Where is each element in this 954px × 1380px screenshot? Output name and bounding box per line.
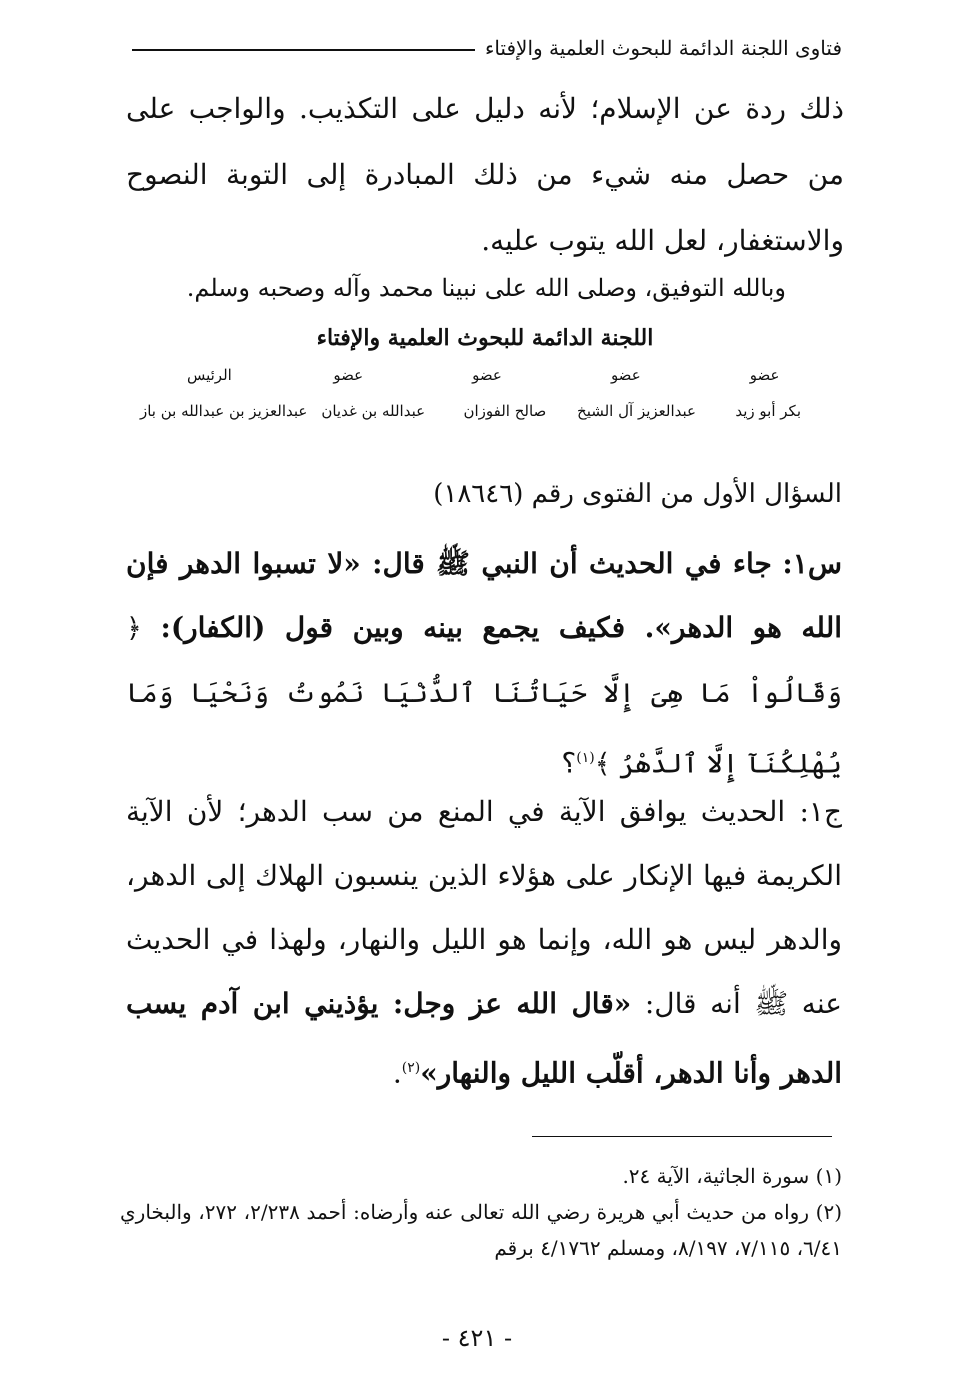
running-header-title: فتاوى اللجنة الدائمة للبحوث العلمية والإفتاء <box>484 36 842 60</box>
page-number: - ٤٢١ - <box>441 1324 513 1352</box>
quran-verse: ﴿ وَقَالُواْ مَا هِىَ إِلَّا حَيَاتُنَا ٱلدُّنْيَا نَمُوتُ وَنَحْيَا وَمَا يُهْلِكُنَآ إِلَّا ٱلدَّهْرُ ﴾ <box>126 613 842 780</box>
signature-name: عبدالعزيز بن عبدالله بن باز <box>139 402 308 420</box>
hadith-quote: «قال الله عز وجل: يؤذيني ابن آدم يسب الدهر وأنا الدهر، أقلّب الليل والنهار» <box>126 987 842 1090</box>
signature-role: عضو <box>749 366 780 384</box>
signature-role: الرئيس <box>186 366 232 384</box>
signature-name: عبدالعزيز آل الشيخ <box>577 402 696 420</box>
header-rule <box>132 49 475 51</box>
footnote-item: (٢) رواه من حديث أبي هريرة رضي الله تعالى عنه وأرضاه: أحمد ٢/٢٣٨، ٢٧٢، والبخاري ٦/٤١، ٧/١١٥، ٨/١٩٧، ومسلم ٤/١٧٦٢ برقم <box>120 1200 842 1260</box>
question-heading: السؤال الأول من الفتوى رقم (١٨٦٤٦) <box>433 479 842 509</box>
paragraph-continuation: ذلك ردة عن الإسلام؛ لأنه دليل على التكذيب. والواجب على من حصل منه شيء من ذلك المبادرة إلى التوبة النصوح والاستغفار، لعل الله يتوب عليه. <box>126 92 845 257</box>
answer-label: ج١: <box>799 795 842 828</box>
footnote-separator <box>532 1136 832 1137</box>
footnote-ref-2: (٢) <box>401 1060 421 1076</box>
question-text: جاء في الحديث أن النبي ﷺ قال: «لا تسبوا الدهر فإن الله هو الدهر». فكيف يجمع بينه وبين قول (الكفار): <box>126 547 843 644</box>
signature-name: صالح الفوزان <box>463 402 547 420</box>
signature-roles <box>140 366 834 384</box>
signature-role: عضو <box>610 366 641 384</box>
question-end-mark: ؟ <box>561 746 577 780</box>
answer-end-mark: . <box>392 1056 402 1090</box>
footnotes <box>120 1158 842 1266</box>
question-block <box>126 532 842 796</box>
running-header <box>132 30 842 66</box>
committee-name: اللجنة الدائمة للبحوث العلمية والإفتاء <box>316 325 654 351</box>
closing-line: وبالله التوفيق، وصلى الله على نبينا محمد وآله وصحبه وسلم. <box>186 274 786 302</box>
question-label: س١: <box>782 547 842 580</box>
signature-name: بكر أبو زيد <box>735 402 801 420</box>
answer-block <box>126 780 842 1105</box>
signature-role: عضو <box>472 366 502 384</box>
footnote-ref-1: (١) <box>576 750 595 766</box>
signature-name: عبدالله بن غديان <box>321 402 426 420</box>
footnote-item: (١) سورة الجاثية، الآية ٢٤. <box>622 1164 842 1188</box>
signature-names <box>140 402 834 420</box>
answer-text: الحديث يوافق الآية في المنع من سب الدهر؛ لأن الآية الكريمة فيها الإنكار على هؤلاء الذين ينسبون الهلاك إلى الدهر، والدهر ليس هو الله، وإنما هو الليل والنهار، ولهذا في الحديث عنه ﷺ أنه قال: <box>126 795 842 1020</box>
signature-role: عضو <box>333 366 364 384</box>
